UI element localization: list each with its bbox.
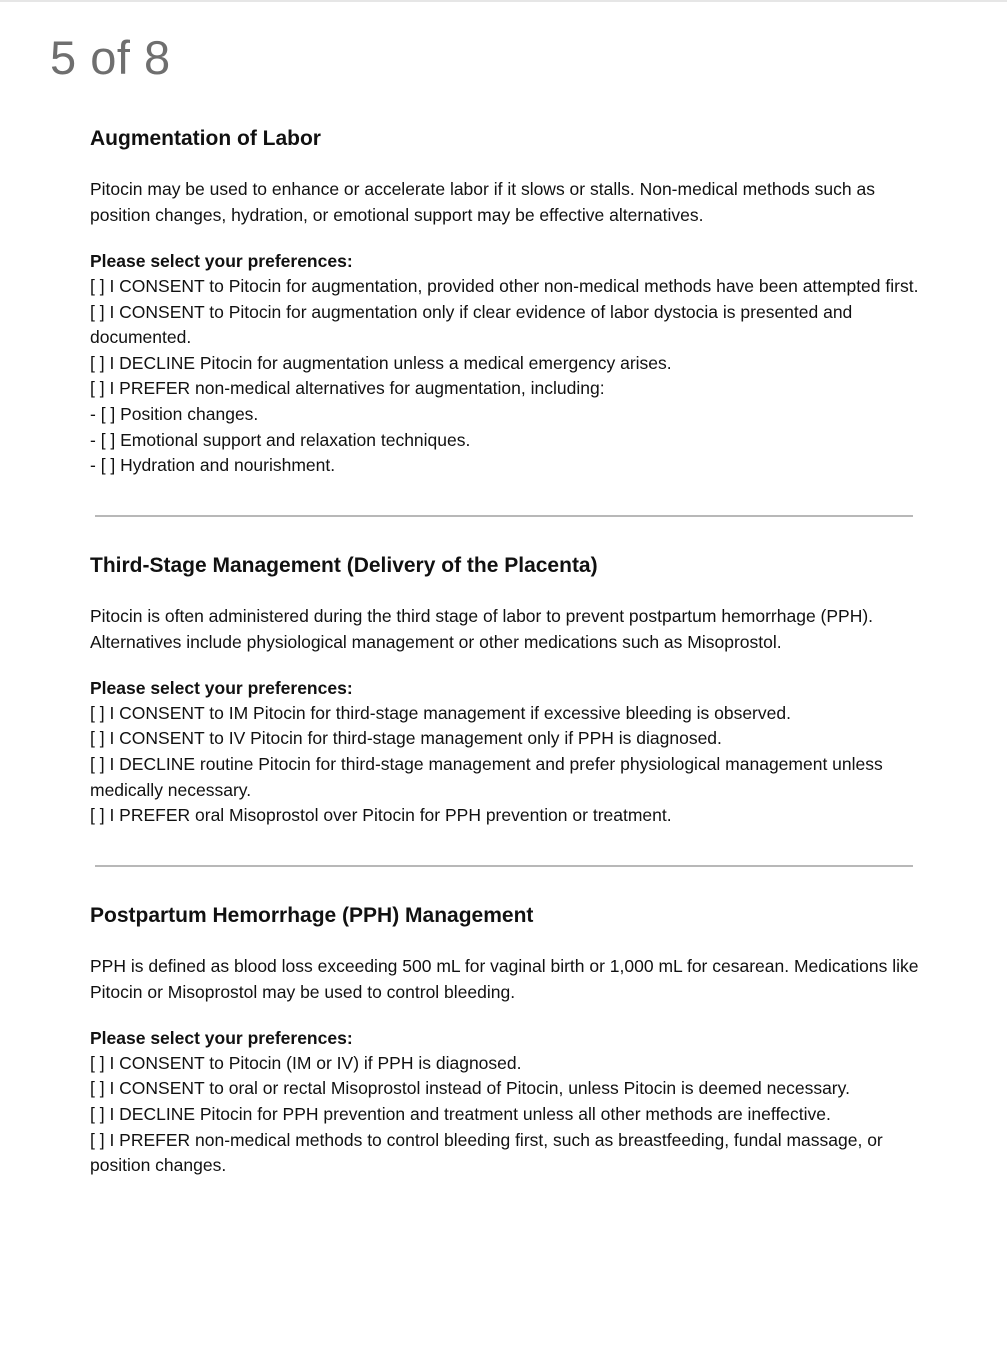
page-top-border <box>0 0 1007 2</box>
section-divider <box>95 865 913 867</box>
section-description: Pitocin may be used to enhance or accelerate labor if it slows or stalls. Non-medical methods such as position changes, hydration, or emotional support may be effective alternatives. <box>90 179 875 225</box>
preference-option[interactable]: [ ] I PREFER non-medical alternatives for augmentation, including: <box>90 378 605 399</box>
preference-option[interactable]: [ ] I DECLINE Pitocin for PPH prevention and treatment unless all other methods are ineffective. <box>90 1103 831 1124</box>
preference-option[interactable]: [ ] I PREFER non-medical methods to control bleeding first, such as breastfeeding, fundal massage, or position changes. <box>90 1129 883 1176</box>
preference-option[interactable]: [ ] I CONSENT to oral or rectal Misoprostol instead of Pitocin, unless Pitocin is deemed necessary. <box>90 1078 850 1099</box>
preference-option[interactable]: [ ] I CONSENT to IV Pitocin for third-stage management only if PPH is diagnosed. <box>90 728 722 749</box>
section-title: Augmentation of Labor <box>90 127 321 150</box>
section-third-stage-management <box>90 551 920 829</box>
document-body <box>90 124 920 1179</box>
preference-sub-option[interactable]: - [ ] Position changes. <box>90 403 259 424</box>
preference-option[interactable]: [ ] I DECLINE routine Pitocin for third-stage management and prefer physiological management unless medically necessary. <box>90 753 883 800</box>
preferences-label: Please select your preferences: <box>90 677 353 698</box>
preference-sub-option[interactable]: - [ ] Emotional support and relaxation techniques. <box>90 429 471 450</box>
section-pph-management <box>90 901 920 1179</box>
preference-sub-option[interactable]: - [ ] Hydration and nourishment. <box>90 455 336 476</box>
section-augmentation-of-labor <box>90 124 920 479</box>
section-divider <box>95 515 913 517</box>
preference-option[interactable]: [ ] I CONSENT to Pitocin (IM or IV) if PPH is diagnosed. <box>90 1052 522 1073</box>
page-counter: 5 of 8 <box>50 31 171 84</box>
preferences-label: Please select your preferences: <box>90 1027 353 1048</box>
section-title: Postpartum Hemorrhage (PPH) Management <box>90 903 534 927</box>
section-description: Pitocin is often administered during the third stage of labor to prevent postpartum hemorrhage (PPH). Alternatives include physiological management or other medications such as Misoprostol. <box>90 605 874 652</box>
section-title: Third-Stage Management (Delivery of the Placenta) <box>90 553 598 577</box>
preferences-label: Please select your preferences: <box>90 251 353 271</box>
section-description: PPH is defined as blood loss exceeding 500 mL for vaginal birth or 1,000 mL for cesarean. Medications like Pitocin or Misoprostol may be used to control bleeding. <box>90 955 919 1002</box>
preference-option[interactable]: [ ] I CONSENT to Pitocin for augmentation, provided other non-medical methods have been attempted first. <box>90 276 919 296</box>
preference-option[interactable]: [ ] I CONSENT to IM Pitocin for third-stage management if excessive bleeding is observed. <box>90 702 791 723</box>
preference-option[interactable]: [ ] I PREFER oral Misoprostol over Pitocin for PPH prevention or treatment. <box>90 805 672 826</box>
preference-option[interactable]: [ ] I DECLINE Pitocin for augmentation unless a medical emergency arises. <box>90 352 672 373</box>
preference-option[interactable]: [ ] I CONSENT to Pitocin for augmentation only if clear evidence of labor dystocia is presented and documented. <box>90 301 853 348</box>
